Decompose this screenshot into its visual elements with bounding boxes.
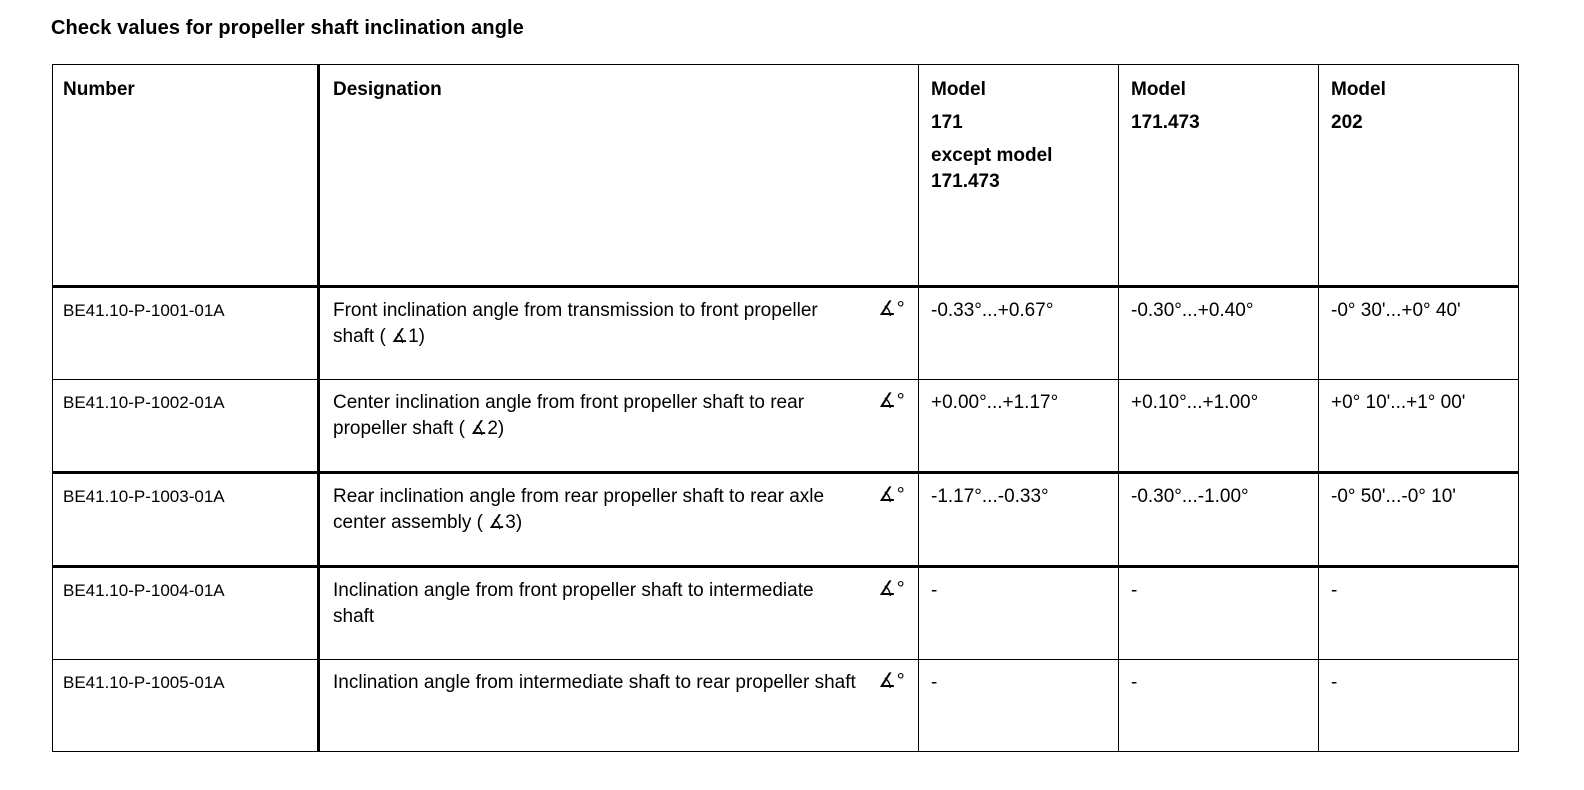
cell-model-171 bbox=[919, 660, 1119, 752]
row-number: BE41.10-P-1005-01A bbox=[63, 673, 225, 692]
row-value-model-171: +0.00°...+1.17° bbox=[931, 392, 1059, 413]
row-designation: Inclination angle from front propeller shaft to intermediate shaft bbox=[333, 580, 814, 627]
cell-designation bbox=[319, 380, 919, 473]
header-model-171 bbox=[919, 65, 1119, 287]
header-model-171-line-4: 171.473 bbox=[931, 171, 1000, 192]
header-number bbox=[53, 65, 319, 287]
header-model-171-line-1: Model bbox=[931, 79, 986, 100]
table-header-row bbox=[53, 65, 1519, 287]
cell-model-171473 bbox=[1119, 473, 1319, 567]
angle-icon: ∡° bbox=[878, 670, 904, 692]
cell-number bbox=[53, 287, 319, 380]
row-value-model-171473: - bbox=[1131, 672, 1138, 693]
row-number: BE41.10-P-1003-01A bbox=[63, 487, 225, 506]
row-value-model-171473: -0.30°...+0.40° bbox=[1131, 300, 1254, 321]
header-model-171473 bbox=[1119, 65, 1319, 287]
header-model-202-line-1: Model bbox=[1331, 79, 1386, 100]
row-value-model-171473: -0.30°...-1.00° bbox=[1131, 486, 1249, 507]
cell-designation bbox=[319, 287, 919, 380]
row-designation: Rear inclination angle from rear propeller shaft to rear axle center assembly ( ∡3) bbox=[333, 486, 825, 533]
table-row bbox=[53, 567, 1519, 660]
header-model-171473-line-1: Model bbox=[1131, 79, 1186, 100]
cell-model-171 bbox=[919, 287, 1119, 380]
cell-model-171473 bbox=[1119, 567, 1319, 660]
row-number: BE41.10-P-1002-01A bbox=[63, 393, 225, 412]
row-value-model-202: - bbox=[1331, 672, 1338, 693]
cell-number bbox=[53, 473, 319, 567]
header-model-202 bbox=[1319, 65, 1519, 287]
cell-model-171473 bbox=[1119, 660, 1319, 752]
check-values-table bbox=[52, 64, 1519, 752]
row-value-model-202: - bbox=[1331, 580, 1338, 601]
header-model-171-line-2: 171 bbox=[931, 112, 963, 133]
table-row bbox=[53, 473, 1519, 567]
cell-model-171473 bbox=[1119, 380, 1319, 473]
cell-model-202 bbox=[1319, 473, 1519, 567]
angle-icon: ∡° bbox=[878, 578, 904, 600]
row-value-model-202: -0° 30'...+0° 40' bbox=[1331, 300, 1461, 321]
row-number: BE41.10-P-1004-01A bbox=[63, 581, 225, 600]
cell-number bbox=[53, 380, 319, 473]
row-designation: Inclination angle from intermediate shaft to rear propeller shaft bbox=[333, 672, 856, 693]
cell-designation bbox=[319, 660, 919, 752]
header-model-202-line-2: 202 bbox=[1331, 112, 1363, 133]
row-value-model-202: +0° 10'...+1° 00' bbox=[1331, 392, 1466, 413]
row-value-model-171: - bbox=[931, 580, 938, 601]
header-model-171-line-3: except model bbox=[931, 145, 1053, 166]
row-value-model-171: - bbox=[931, 672, 938, 693]
row-value-model-171: -1.17°...-0.33° bbox=[931, 486, 1049, 507]
cell-designation bbox=[319, 567, 919, 660]
cell-model-171 bbox=[919, 380, 1119, 473]
cell-model-202 bbox=[1319, 567, 1519, 660]
table-row bbox=[53, 287, 1519, 380]
cell-number bbox=[53, 660, 319, 752]
cell-number bbox=[53, 567, 319, 660]
cell-model-171473 bbox=[1119, 287, 1319, 380]
header-designation-label: Designation bbox=[333, 79, 442, 100]
cell-model-202 bbox=[1319, 287, 1519, 380]
row-value-model-171473: - bbox=[1131, 580, 1138, 601]
row-designation: Front inclination angle from transmission to front propeller shaft ( ∡1) bbox=[333, 300, 818, 347]
row-number: BE41.10-P-1001-01A bbox=[63, 301, 225, 320]
cell-model-171 bbox=[919, 567, 1119, 660]
row-value-model-171: -0.33°...+0.67° bbox=[931, 300, 1054, 321]
cell-model-171 bbox=[919, 473, 1119, 567]
cell-model-202 bbox=[1319, 660, 1519, 752]
angle-icon: ∡° bbox=[878, 390, 904, 412]
header-number-label: Number bbox=[63, 79, 135, 100]
angle-icon: ∡° bbox=[878, 298, 904, 320]
angle-icon: ∡° bbox=[878, 484, 904, 506]
row-value-model-202: -0° 50'...-0° 10' bbox=[1331, 486, 1456, 507]
table-row bbox=[53, 660, 1519, 752]
row-value-model-171473: +0.10°...+1.00° bbox=[1131, 392, 1259, 413]
cell-model-202 bbox=[1319, 380, 1519, 473]
header-model-171473-line-2: 171.473 bbox=[1131, 112, 1200, 133]
header-designation bbox=[319, 65, 919, 287]
table-row bbox=[53, 380, 1519, 473]
cell-designation bbox=[319, 473, 919, 567]
page-title: Check values for propeller shaft inclination angle bbox=[51, 17, 524, 39]
row-designation: Center inclination angle from front propeller shaft to rear propeller shaft ( ∡2) bbox=[333, 392, 805, 439]
